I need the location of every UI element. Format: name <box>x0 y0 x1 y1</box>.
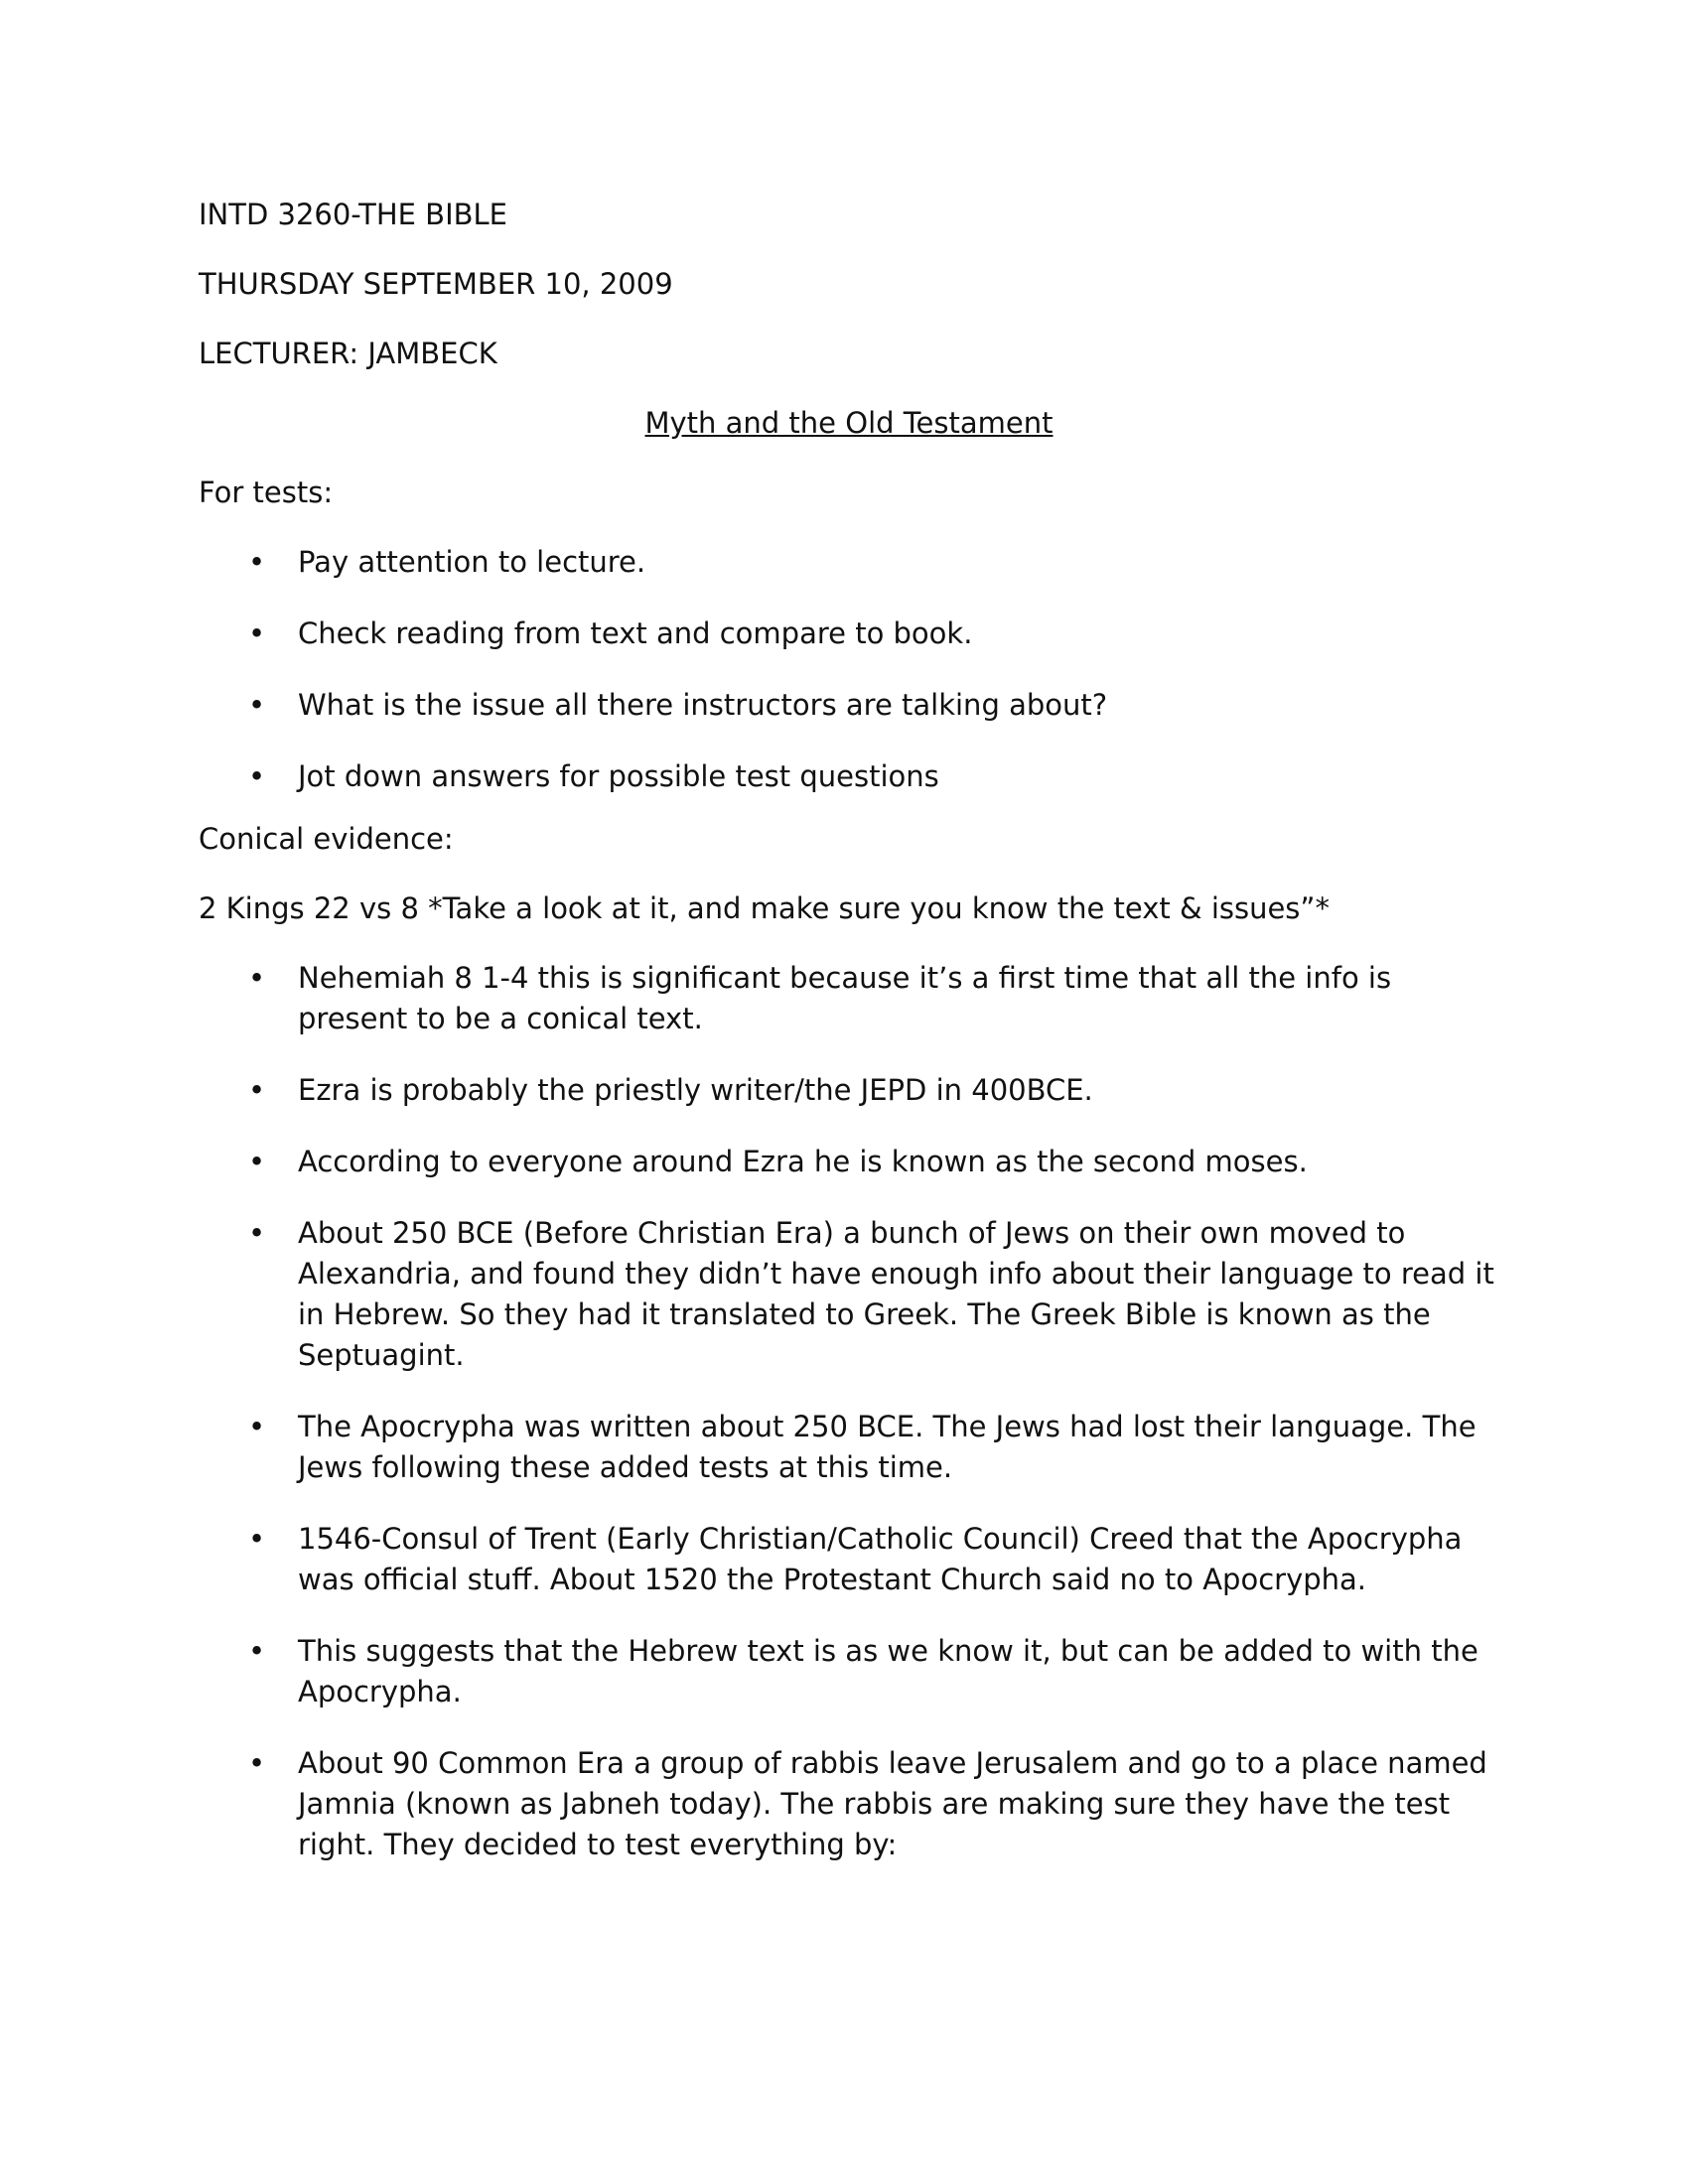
list-item: • About 90 Common Era a group of rabbis leave Jerusalem and go to a place named Jamnia (known as Jabneh today). The rabbis are making sure they have the test right. They decided to test everything by: <box>199 1743 1499 1865</box>
list-item: • Pay attention to lecture. <box>199 542 1499 583</box>
list-item: • According to everyone around Ezra he is known as the second moses. <box>199 1142 1499 1182</box>
bullet-icon: • <box>248 1746 266 1780</box>
list-item: • 1546-Consul of Trent (Early Christian/Catholic Council) Creed that the Apocrypha was official stuff. About 1520 the Protestant Church said no to Apocrypha. <box>199 1519 1499 1600</box>
bullet-icon: • <box>248 616 266 650</box>
bullet-icon: • <box>248 1073 266 1107</box>
date-line: THURSDAY SEPTEMBER 10, 2009 <box>199 267 673 301</box>
document-title: Myth and the Old Testament <box>644 406 1054 440</box>
bullet-icon: • <box>248 759 266 793</box>
document-page <box>199 195 1499 1896</box>
tests-bullet-list <box>199 542 1499 797</box>
list-item: • Check reading from text and compare to book. <box>199 614 1499 654</box>
course-line: INTD 3260-THE BIBLE <box>199 198 507 231</box>
list-item: • Nehemiah 8 1-4 this is significant because it’s a first time that all the info is present to be a conical text. <box>199 958 1499 1039</box>
list-item: • What is the issue all there instructors are talking about? <box>199 685 1499 726</box>
kings-reference: 2 Kings 22 vs 8 *Take a look at it, and make sure you know the text & issues”* <box>199 891 1330 925</box>
conical-heading: Conical evidence: <box>199 822 454 856</box>
tests-intro: For tests: <box>199 476 334 509</box>
bullet-icon: • <box>248 1145 266 1178</box>
bullet-icon: • <box>248 961 266 995</box>
list-item: • About 250 BCE (Before Christian Era) a bunch of Jews on their own moved to Alexandria, and found they didn’t have enough info about their language to read it in Hebrew. So they had it translated to Greek. The Greek Bible is known as the Septuagint. <box>199 1213 1499 1376</box>
list-item: • Jot down answers for possible test questions <box>199 756 1499 797</box>
notes-bullet-list <box>199 958 1499 1865</box>
bullet-icon: • <box>248 1216 266 1250</box>
list-item: • This suggests that the Hebrew text is as we know it, but can be added to with the Apocrypha. <box>199 1631 1499 1712</box>
bullet-icon: • <box>248 1410 266 1443</box>
bullet-icon: • <box>248 1522 266 1556</box>
list-item: • The Apocrypha was written about 250 BCE. The Jews had lost their language. The Jews following these added tests at this time. <box>199 1407 1499 1488</box>
bullet-icon: • <box>248 1634 266 1668</box>
bullet-icon: • <box>248 545 266 579</box>
bullet-icon: • <box>248 688 266 722</box>
lecturer-line: LECTURER: JAMBECK <box>199 337 497 370</box>
list-item: • Ezra is probably the priestly writer/the JEPD in 400BCE. <box>199 1070 1499 1111</box>
